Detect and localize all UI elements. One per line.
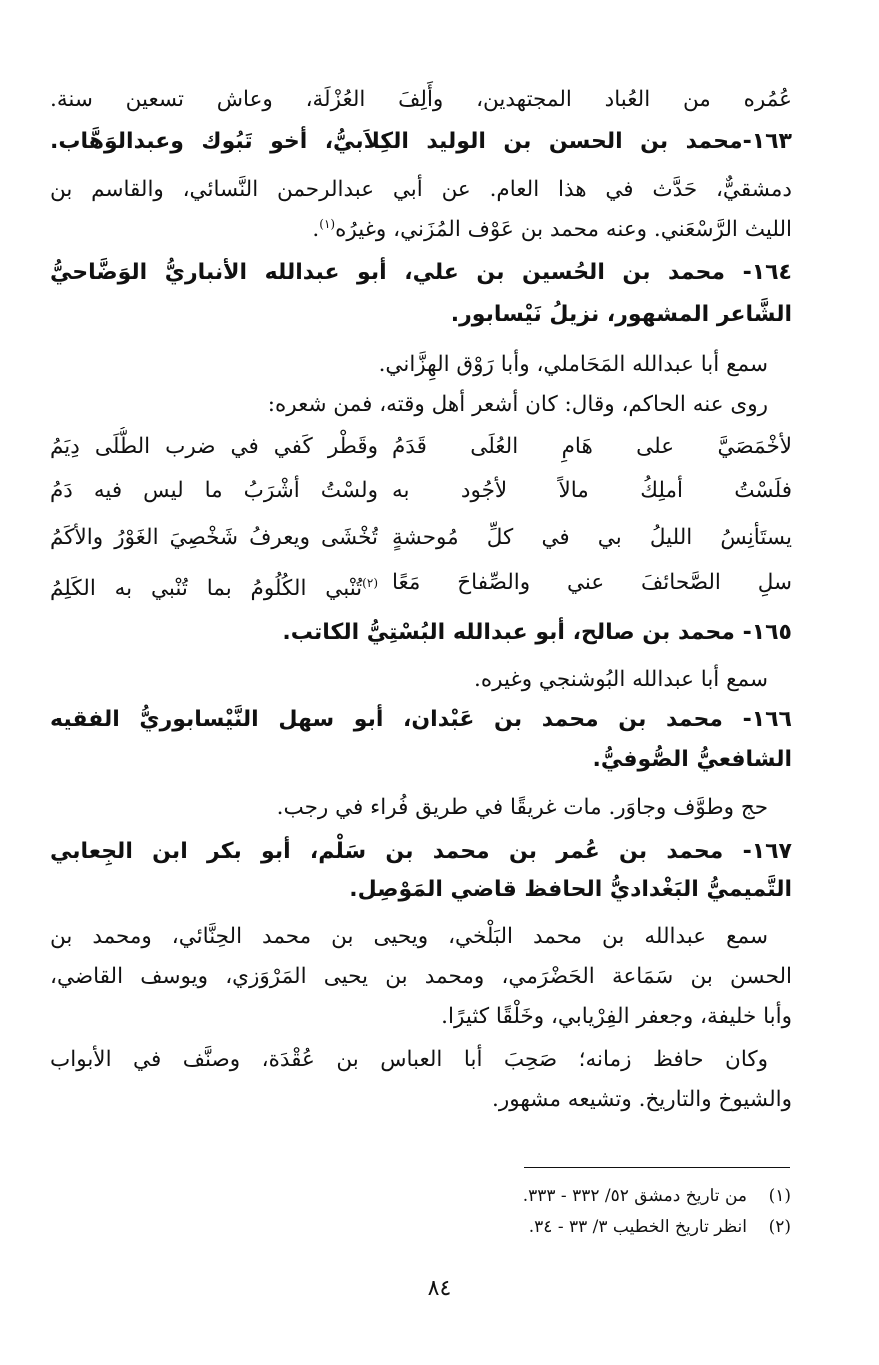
entry-heading-164-cont: الشَّاعر المشهور، نزيلُ نَيْسابور. [450, 302, 792, 327]
text-segment: الليث الرَّسْعَني. وعنه محمد بن عَوْف المُزَني، وغيرُه [335, 217, 792, 242]
hemistich-text: تُنْبي الكُلُومُ بما تُنْبي به الكَلِمُ [50, 576, 363, 602]
text-line: عُمُره من العُباد المجتهدين، وأَلِفَ العُزْلَة، وعاش تسعين سنة. [50, 87, 792, 112]
entry-heading-167: ١٦٧- محمد بن عُمر بن محمد بن سَلْم، أبو بكر ابن الجِعابي [50, 839, 792, 864]
poem-second-hemistich: ولسْتُ أشْرَبُ ما ليس فيه دَمُ [50, 478, 378, 503]
footnote-text: من تاريخ دمشق ٥٢/ ٣٣٢ - ٣٣٣. [522, 1186, 747, 1206]
poem-first-hemistich: فلَسْتُ أملِكُ مالاً لأجُود به [392, 478, 792, 503]
poem-first-hemistich: سلِ الصَّحائفَ عني والصِّفاحَ مَعًا [392, 570, 792, 595]
footnote-number: (٢) [768, 1217, 791, 1237]
text-line: سمع عبدالله بن محمد البَلْخي، ويحيى بن محمد الحِنَّائي، ومحمد بن [50, 924, 768, 949]
footnote [271, 1183, 791, 1209]
footnote-ref: (١) [319, 216, 336, 231]
poem-first-hemistich: يستَأنِسُ الليلُ بي في كلِّ مُوحشةٍ [392, 525, 792, 550]
poem-verse [50, 427, 792, 469]
poem-second-hemistich: تُخْشَى ويعرفُ شَخْصِيَ الغَوْرُ والأكَمُ [50, 525, 378, 550]
entry-heading-166: ١٦٦- محمد بن محمد بن عَبْدان، أبو سهل النَّيْسابوريُّ الفقيه [50, 707, 792, 732]
entry-heading-167-cont: التَّميميُّ البَغْداديُّ الحافظ قاضي المَوْصِل. [349, 877, 792, 902]
footnote-ref: (٢) [362, 576, 378, 590]
text-line-with-ref [50, 210, 792, 252]
text-line: وأبا خليفة، وجعفر الفِرْيابي، وخَلْقًا كثيرًا. [441, 1004, 792, 1029]
entry-heading-166-cont: الشافعيُّ الصُّوفيُّ. [592, 747, 792, 772]
text-line: دمشقيٌّ، حَدَّث في هذا العام. عن أبي عبدالرحمن النَّسائي، والقاسم بن [50, 177, 792, 202]
footnote-number: (١) [768, 1186, 791, 1206]
poem-verse [50, 471, 792, 513]
text-line: والشيوخ والتاريخ. وتشيعه مشهور. [492, 1087, 792, 1112]
entry-heading-163: ١٦٣-محمد بن الحسن بن الوليد الكِلاَبيُّ، أخو تَبُوك وعبدالوَهَّاب. [50, 129, 792, 154]
text-line: سمع أبا عبدالله المَحَاملي، وأبا رَوْق الهِزَّاني. [378, 352, 768, 377]
footnote-text: انظر تاريخ الخطيب ٣/ ٣٣ - ٣٤. [528, 1217, 747, 1237]
entry-heading-164: ١٦٤- محمد بن الحُسين بن علي، أبو عبدالله الأنباريُّ الوَضَّاحيُّ [50, 260, 792, 285]
entry-heading-165: ١٦٥- محمد بن صالح، أبو عبدالله البُسْتِيُّ الكاتب. [282, 620, 792, 645]
text-line: وكان حافظ زمانه؛ صَحِبَ أبا العباس بن عُقْدَة، وصنَّف في الأبواب [50, 1047, 768, 1072]
text-line: روى عنه الحاكم، وقال: كان أشعر أهل وقته، فمن شعره: [267, 392, 768, 417]
poem-second-hemistich [50, 563, 378, 609]
footnote-divider [524, 1167, 790, 1168]
text-line: سمع أبا عبدالله البُوشنجي وغيره. [474, 667, 768, 692]
text-line: حج وطوَّف وجاوَر. مات غريقًا في طريق فُراء في رجب. [276, 795, 768, 820]
poem-verse [50, 518, 792, 560]
text-line: الحسن بن سَمَاعة الحَضْرَمي، ومحمد بن يحيى المَرْوَزي، ويوسف القاضي، [50, 964, 792, 989]
poem-second-hemistich: وقَطْر كَفي في ضرب الطُّلَى دِيَمُ [50, 434, 378, 459]
text-segment: . [312, 217, 320, 242]
page-number: ٨٤ [427, 1276, 452, 1301]
footnote [271, 1214, 791, 1240]
poem-first-hemistich: لأخْمَصَيَّ على هَامِ العُلَى قَدَمُ [392, 434, 792, 459]
poem-verse [50, 563, 792, 605]
